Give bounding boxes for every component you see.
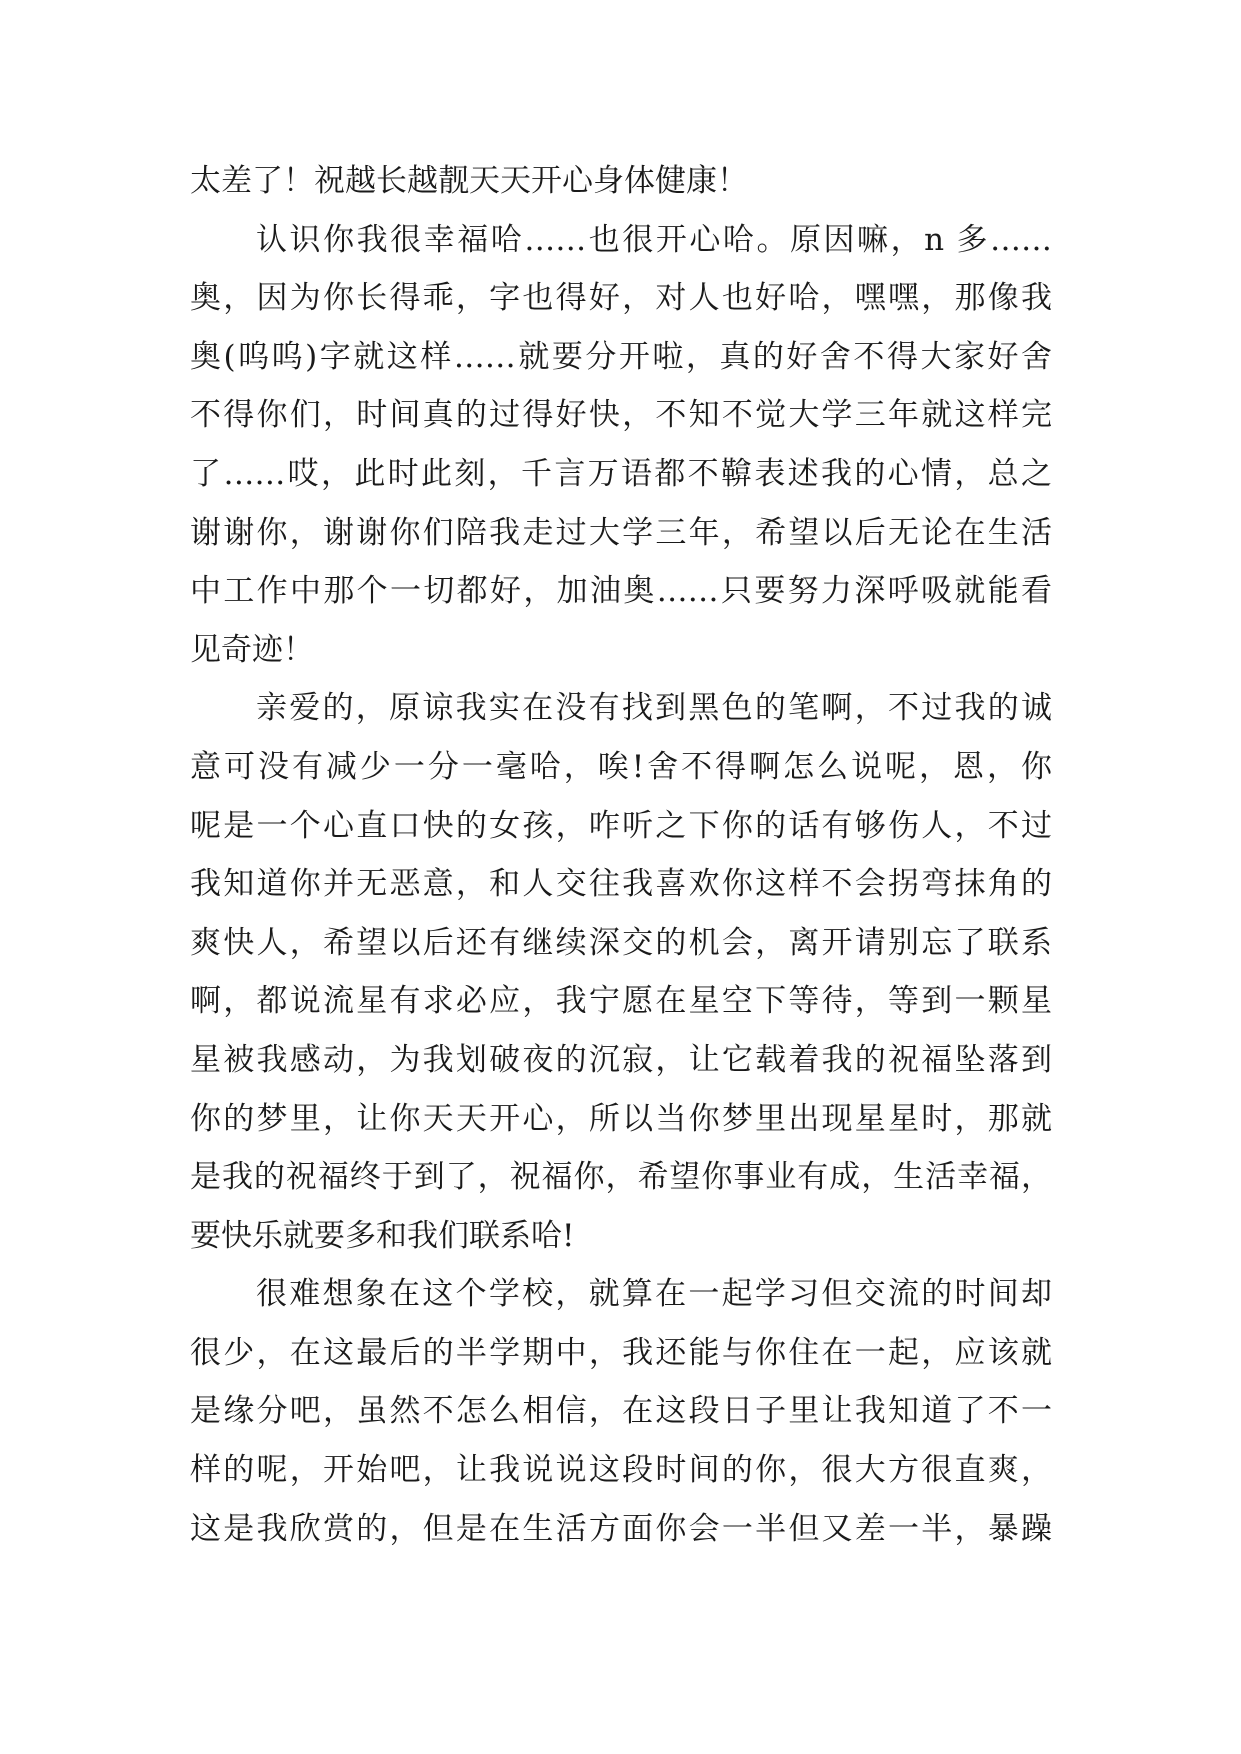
text-line: 爽快人，希望以后还有继续深交的机会，离开请别忘了联系 (190, 924, 1052, 961)
paragraph-2 (190, 211, 1052, 680)
text-line: 很少，在这最后的半学期中，我还能与你住在一起，应该就 (190, 1334, 1052, 1371)
text-line: 见奇迹！ (190, 631, 314, 668)
text-line: 太差了！祝越长越靓天天开心身体健康！ (190, 163, 748, 199)
text-line: 谢谢你，谢谢你们陪我走过大学三年，希望以后无论在生活 (190, 514, 1052, 551)
text-line: 你的梦里，让你天天开心，所以当你梦里出现星星时，那就 (190, 1100, 1052, 1137)
text-line: 星被我感动，为我划破夜的沉寂，让它载着我的祝福坠落到 (190, 1041, 1052, 1078)
text-line: 样的呢，开始吧，让我说说这段时间的你，很大方很直爽， (190, 1452, 1052, 1489)
paragraph-4 (190, 1265, 1052, 1558)
text-line: 很难想象在这个学校，就算在一起学习但交流的时间却 (256, 1276, 1052, 1313)
text-line: 了……哎，此时此刻，千言万语都不鞥表述我的心情，总之 (190, 455, 1052, 492)
text-line: 这是我欣赏的，但是在生活方面你会一半但又差一半，暴躁 (190, 1510, 1052, 1547)
paragraph-1 (190, 152, 1052, 211)
text-line: 认识你我很幸福哈……也很开心哈。原因嘛，n 多…… (256, 221, 1052, 258)
text-line: 呢是一个心直口快的女孩，咋听之下你的话有够伤人，不过 (190, 807, 1052, 844)
text-line: 啊，都说流星有求必应，我宁愿在星空下等待，等到一颗星 (190, 983, 1052, 1020)
document-body (190, 152, 1052, 1558)
text-line: 是缘分吧，虽然不怎么相信，在这段日子里让我知道了不一 (190, 1393, 1052, 1430)
paragraph-3 (190, 679, 1052, 1265)
text-line: 要快乐就要多和我们联系哈! (190, 1217, 575, 1254)
text-line: 意可没有减少一分一毫哈，唉!舍不得啊怎么说呢，恩，你 (190, 748, 1052, 785)
text-line: 不得你们，时间真的过得好快，不知不觉大学三年就这样完 (190, 397, 1052, 434)
text-line: 我知道你并无恶意，和人交往我喜欢你这样不会拐弯抹角的 (190, 866, 1052, 903)
text-line: 亲爱的，原谅我实在没有找到黑色的笔啊，不过我的诚 (256, 690, 1052, 727)
text-line: 奥，因为你长得乖，字也得好，对人也好哈，嘿嘿，那像我 (190, 280, 1052, 317)
text-line: 是我的祝福终于到了，祝福你，希望你事业有成，生活幸福， (190, 1159, 1052, 1196)
text-line: 中工作中那个一切都好，加油奥……只要努力深呼吸就能看 (190, 573, 1052, 610)
text-line: 奥(呜呜)字就这样……就要分开啦，真的好舍不得大家好舍 (190, 338, 1052, 375)
